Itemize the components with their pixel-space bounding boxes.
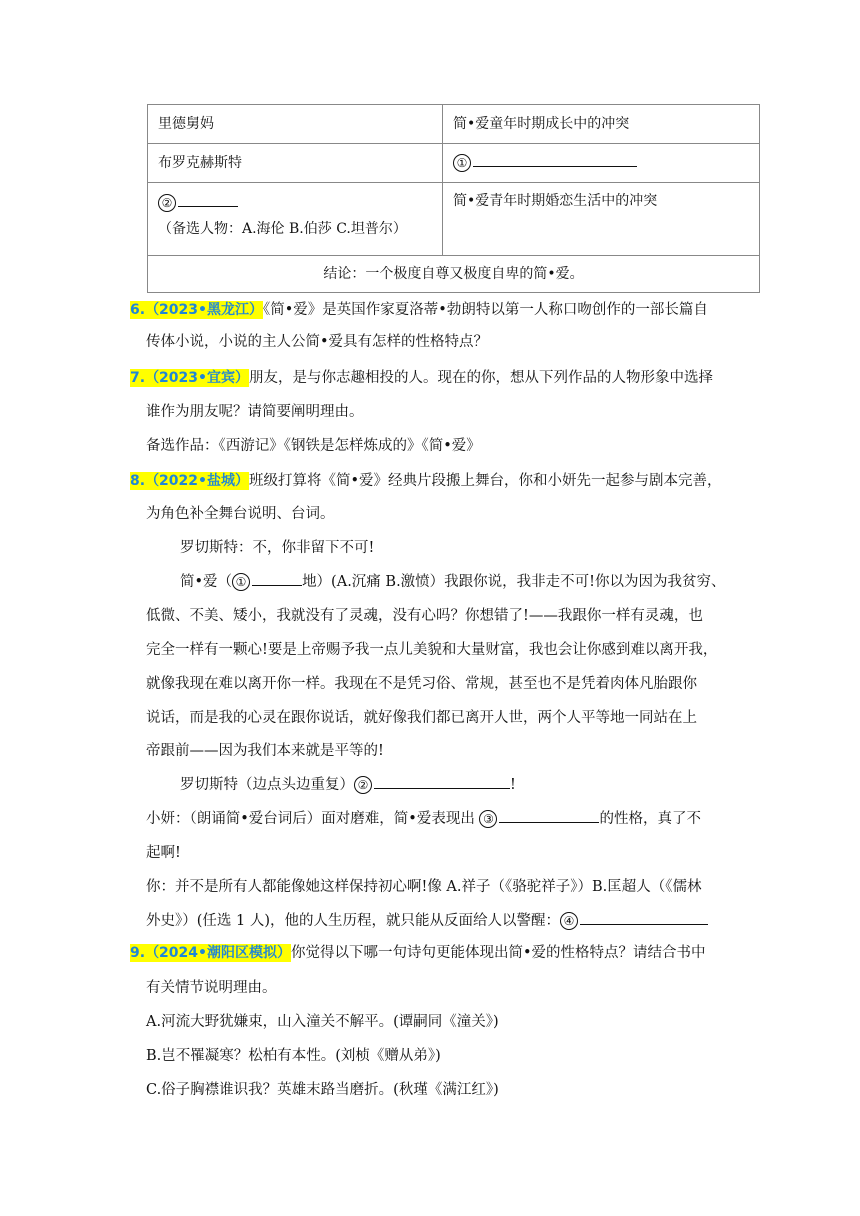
table-conclusion: 结论：一个极度自尊又极度自卑的简•爱。 [148, 256, 760, 293]
question-9 [130, 943, 706, 963]
question-text: 你觉得以下哪一句诗句更能体现出简•爱的性格特点？请结合书中 [290, 945, 706, 961]
table-cell: 里德舅妈 [148, 105, 443, 144]
script-line: 就像我现在难以离开你一样。我现在不是凭习俗、常规，甚至也不是凭着肉体凡胎跟你 [146, 676, 697, 692]
table-row [148, 256, 760, 293]
question-text: 朋友，是与你志趣相投的人。现在的你，想从下列作品的人物形象中选择 [248, 370, 713, 386]
answer-blank[interactable] [374, 787, 510, 789]
answer-blank[interactable] [473, 165, 637, 167]
table-cell [443, 183, 760, 256]
script-line: 罗切斯特：不，你非留下不可! [180, 540, 375, 556]
circled-number: ④ [560, 912, 578, 930]
answer-blank[interactable] [252, 584, 302, 586]
script-line: 小妍：（朗诵简•爱台词后）面对磨难，简•爱表现出 ③ 的性格，真了不 [146, 811, 701, 827]
question-number: 6.（2023•黑龙江） [130, 302, 263, 318]
script-line: 罗切斯特（边点头边重复） ② ! [180, 777, 516, 793]
question-text: 传体小说，小说的主人公简•爱具有怎样的性格特点？ [146, 334, 489, 350]
script-line: 帝跟前——因为我们本来就是平等的! [146, 743, 384, 759]
question-number: 9.（2024•潮阳区模拟） [130, 945, 291, 961]
table-cell-text: 简•爱青年时期婚恋生活中的冲突 [453, 193, 658, 209]
table-cell: 布罗克赫斯特 [148, 144, 443, 183]
question-text: 为角色补全舞台说明、台词。 [146, 506, 335, 522]
script-line: 外史》）(任选 1 人)，他的人生历程，就只能从反面给人以警醒： ④ [146, 911, 708, 931]
answer-blank[interactable] [178, 205, 238, 207]
table-row [148, 183, 760, 256]
answer-blank[interactable] [580, 923, 708, 925]
circled-number: ① [453, 154, 471, 172]
question-7 [130, 368, 713, 388]
circled-number: ② [354, 776, 372, 794]
option-b: B.岂不罹凝寒？松柏有本性。(刘桢《赠从弟》) [146, 1048, 441, 1064]
script-line: 低微、不美、矮小，我就没有了灵魂，没有心吗？你想错了!——我跟你一样有灵魂，也 [146, 608, 703, 624]
question-number: 7.（2023•宜宾） [130, 370, 249, 386]
script-line: 简•爱（ ① 地）(A.沉痛 B.激愤）我跟你说，我非走不可!你以为因为我贫穷、 [180, 574, 726, 590]
table-row [148, 105, 760, 144]
circled-number: ① [232, 573, 250, 591]
table-row [148, 144, 760, 183]
script-line: 起啊! [146, 845, 181, 861]
table-cell-blank-2[interactable] [148, 183, 443, 256]
question-number: 8.（2022•盐城） [130, 473, 249, 489]
question-text: 《简•爱》是英国作家夏洛蒂•勃朗特以第一人称口吻创作的一部长篇自 [262, 302, 708, 318]
circled-number: ③ [479, 810, 497, 828]
option-c: C.俗子胸襟谁识我？英雄末路当磨折。(秋瑾《满江红》) [146, 1082, 499, 1098]
question-text: 备选作品：《西游记》《钢铁是怎样炼成的》《简•爱》 [146, 438, 481, 454]
script-line: 完全一样有一颗心!要是上帝赐予我一点儿美貌和大量财富，我也会让你感到难以离开我， [146, 642, 718, 658]
script-line: 说话，而是我的心灵在跟你说话，就好像我们都已离开人世，两个人平等地一同站在上 [146, 710, 697, 726]
question-8 [130, 471, 722, 491]
candidate-note: （备选人物：A.海伦 B.伯莎 C.坦普尔） [158, 221, 407, 237]
table-cell: 简•爱童年时期成长中的冲突 [443, 105, 760, 144]
question-text: 谁作为朋友呢？请简要阐明理由。 [146, 404, 364, 420]
question-text: 班级打算将《简•爱》经典片段搬上舞台，你和小妍先一起参与剧本完善， [248, 473, 722, 489]
script-line: 你：并不是所有人都能像她这样保持初心啊!像 A.祥子（《骆驼祥子》）B.匡超人（《儒林 [146, 879, 702, 895]
circled-number: ② [158, 194, 176, 212]
question-6 [130, 300, 708, 320]
option-a: A.河流大野犹嫌束，山入潼关不解平。(谭嗣同《潼关》) [146, 1014, 499, 1030]
character-conflict-table [147, 104, 760, 293]
table-cell-blank-1[interactable] [443, 144, 760, 183]
question-text: 有关情节说明理由。 [146, 980, 277, 996]
answer-blank[interactable] [499, 821, 599, 823]
